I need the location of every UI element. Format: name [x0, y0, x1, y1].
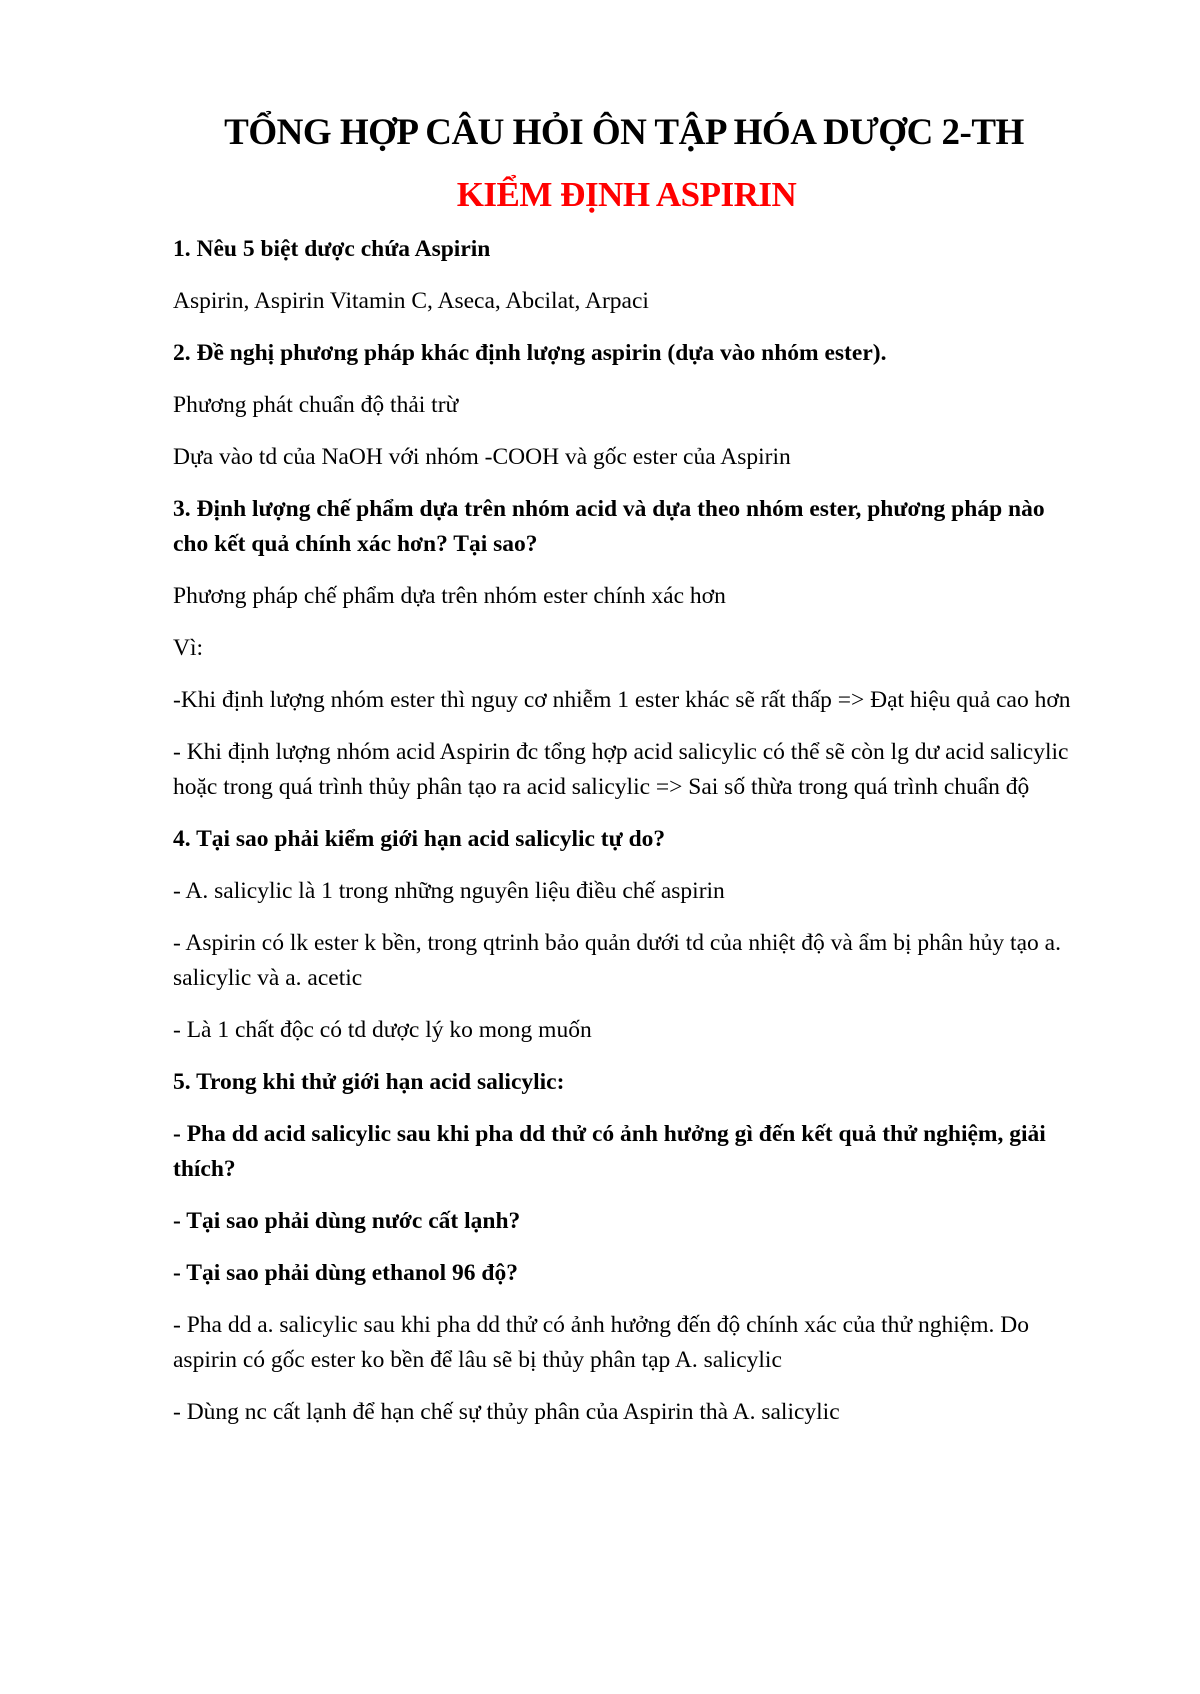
answer-3-line-3: -Khi định lượng nhóm ester thì nguy cơ nhiễm 1 ester khác sẽ rất thấp => Đạt hiệu quả cao hơn — [173, 687, 1071, 713]
question-5-sub-3: - Tại sao phải dùng ethanol 96 độ? — [173, 1260, 518, 1286]
question-5-sub-2: - Tại sao phải dùng nước cất lạnh? — [173, 1208, 521, 1234]
answer-5-line-2: - Dùng nc cất lạnh để hạn chế sự thủy phân của Aspirin thà A. salicylic — [173, 1399, 840, 1425]
answer-1: Aspirin, Aspirin Vitamin C, Aseca, Abcilat, Arpaci — [173, 288, 649, 314]
answer-4-line-3: - Là 1 chất độc có td dược lý ko mong muốn — [173, 1017, 592, 1043]
question-2: 2. Đề nghị phương pháp khác định lượng aspirin (dựa vào nhóm ester). — [173, 340, 887, 366]
answer-2-line-1: Phương phát chuẩn độ thải trừ — [173, 392, 459, 418]
answer-3-line-4: - Khi định lượng nhóm acid Aspirin đc tổng hợp acid salicylic có thể sẽ còn lg dư acid salicylic hoặc trong quá trình thủy phân tạo ra acid salicylic => Sai số thừa trong quá trình chuẩn độ — [173, 739, 1069, 800]
document-subtitle: KIỂM ĐỊNH ASPIRIN — [456, 175, 797, 214]
question-1: 1. Nêu 5 biệt dược chứa Aspirin — [173, 236, 491, 262]
question-5-sub-1: - Pha dd acid salicylic sau khi pha dd thử có ảnh hưởng gì đến kết quả thử nghiệm, giải thích? — [173, 1121, 1046, 1182]
answer-4-line-2: - Aspirin có lk ester k bền, trong qtrinh bảo quản dưới td của nhiệt độ và ẩm bị phân hủy tạo a. salicylic và a. acetic — [173, 930, 1061, 991]
document-title: TỔNG HỢP CÂU HỎI ÔN TẬP HÓA DƯỢC 2-TH — [224, 112, 1024, 153]
answer-3-line-2: Vì: — [173, 635, 204, 661]
answer-5-line-1: - Pha dd a. salicylic sau khi pha dd thử có ảnh hưởng đến độ chính xác của thử nghiệm. Do aspirin có gốc ester ko bền để lâu sẽ bị thủy phân tạp A. salicylic — [173, 1312, 1029, 1373]
answer-3-line-1: Phương pháp chế phẩm dựa trên nhóm ester chính xác hơn — [173, 583, 726, 609]
question-3: 3. Định lượng chế phẩm dựa trên nhóm acid và dựa theo nhóm ester, phương pháp nào cho kết quả chính xác hơn? Tại sao? — [173, 496, 1045, 557]
answer-4-line-1: - A. salicylic là 1 trong những nguyên liệu điều chế aspirin — [173, 878, 725, 904]
answer-2-line-2: Dựa vào td của NaOH với nhóm -COOH và gốc ester của Aspirin — [173, 444, 791, 470]
question-5: 5. Trong khi thử giới hạn acid salicylic: — [173, 1069, 565, 1095]
question-4: 4. Tại sao phải kiểm giới hạn acid salicylic tự do? — [173, 826, 666, 852]
